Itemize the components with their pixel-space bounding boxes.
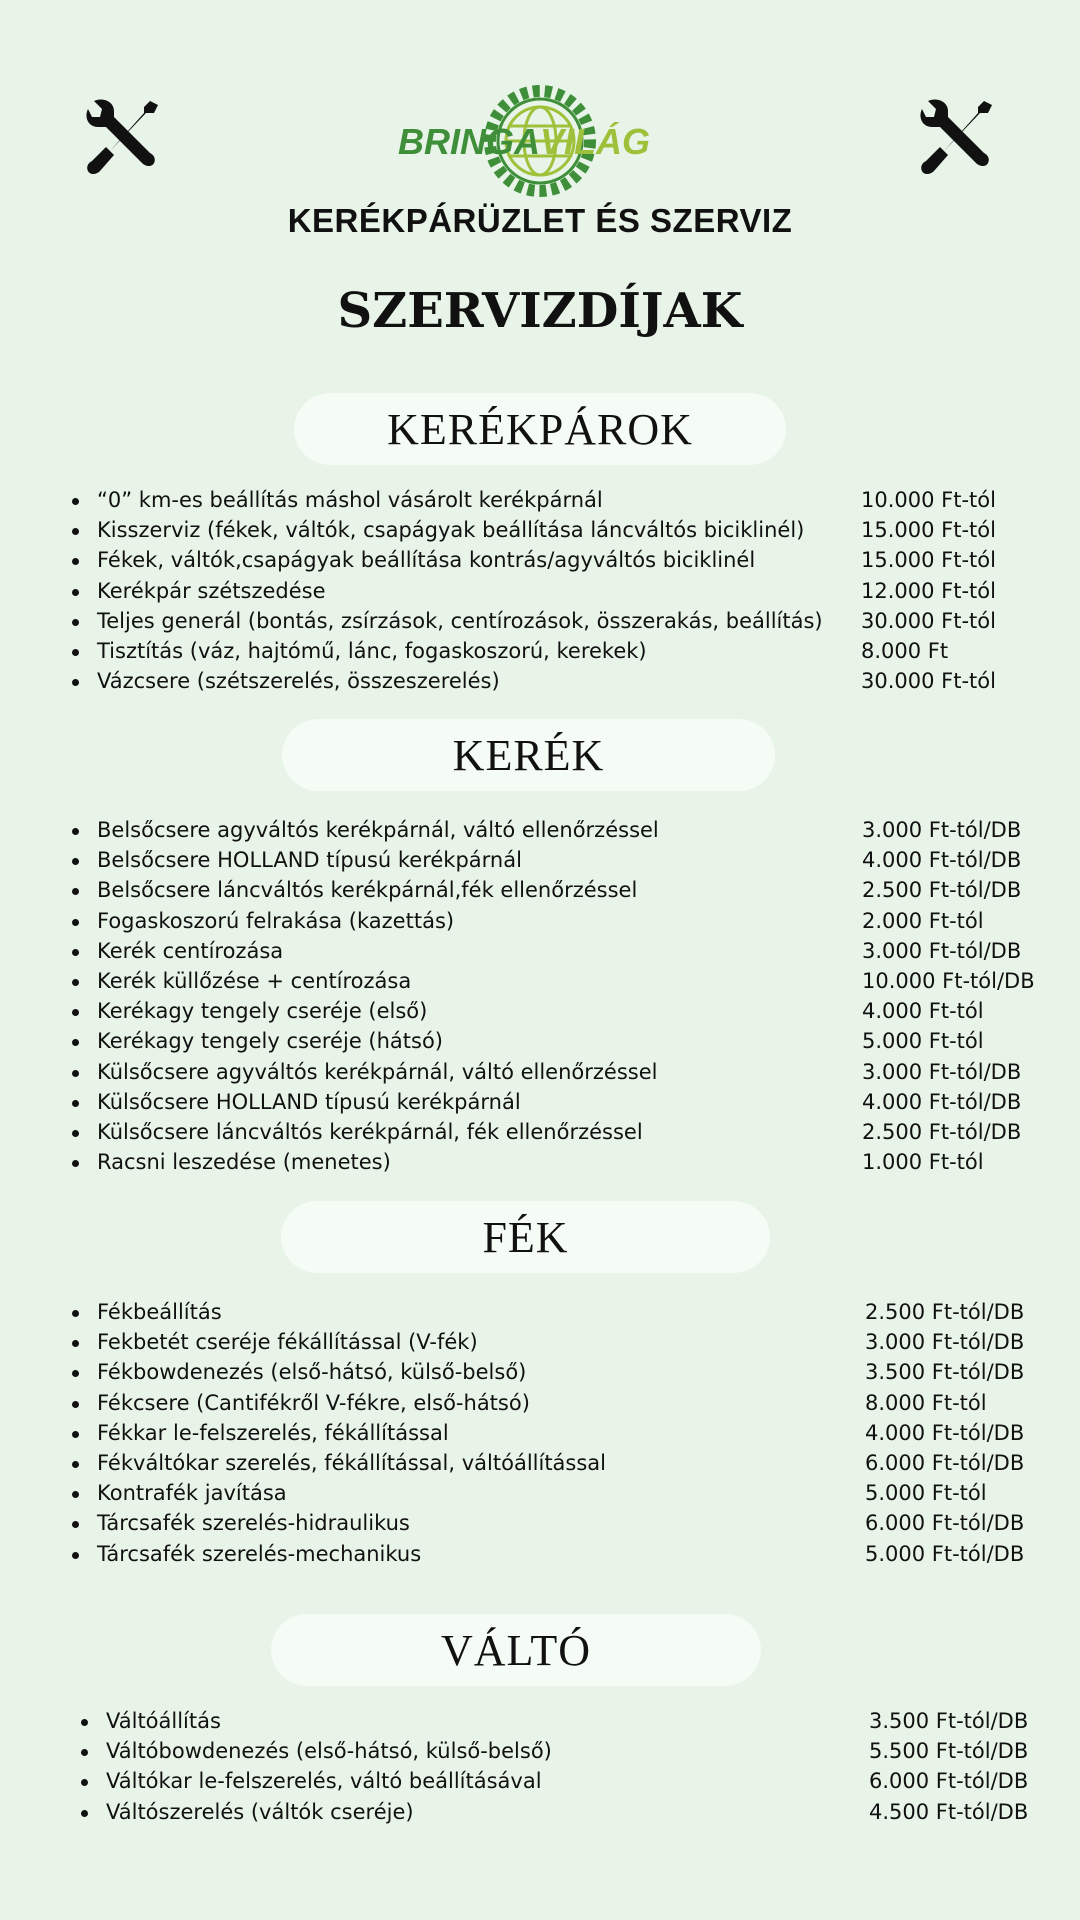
- wrench-screwdriver-icon: [914, 95, 998, 179]
- service-label: Tárcsafék szerelés-mechanikus: [97, 1541, 422, 1566]
- bullet-icon: [72, 558, 79, 565]
- service-item: [0, 1088, 1080, 1118]
- bullet-icon: [81, 1749, 88, 1756]
- service-label: Belsőcsere HOLLAND típusú kerékpárnál: [97, 848, 522, 873]
- service-label: Kerék küllőzése + centírozása: [97, 968, 412, 993]
- bullet-icon: [81, 1719, 88, 1726]
- bullet-icon: [72, 1491, 79, 1498]
- bullet-icon: [72, 1160, 79, 1167]
- service-price: 10.000 Ft-tól: [861, 488, 996, 512]
- service-item: [0, 546, 1080, 576]
- page-title: SZERVIZDÍJAK: [337, 283, 743, 339]
- bullet-icon: [72, 1461, 79, 1468]
- service-label: Vázcsere (szétszerelés, összeszerelés): [97, 669, 500, 694]
- service-price: 4.000 Ft-tól/DB: [862, 1089, 1022, 1114]
- service-price: 30.000 Ft-tól: [861, 608, 996, 633]
- bullet-icon: [81, 1810, 88, 1817]
- logo-graphic: [380, 84, 700, 199]
- service-item: [0, 1707, 1080, 1737]
- service-item: [0, 1479, 1080, 1509]
- bullet-icon: [72, 919, 79, 926]
- service-label: Kerékpár szétszedése: [97, 578, 326, 603]
- service-label: Fékkar le-felszerelés, fékállítással: [97, 1420, 449, 1445]
- bullet-icon: [72, 498, 79, 505]
- service-label: Kontrafék javítása: [97, 1481, 287, 1506]
- service-label: Váltószerelés (váltók cseréje): [106, 1799, 414, 1824]
- service-price: 5.500 Ft-tól/DB: [869, 1739, 1029, 1764]
- service-price: 6.000 Ft-tól/DB: [869, 1769, 1029, 1794]
- service-label: Külsőcsere agyváltós kerékpárnál, váltó ellenőrzéssel: [97, 1059, 658, 1084]
- wrench-screwdriver-icon: [80, 95, 164, 179]
- bullet-icon: [72, 1100, 79, 1107]
- service-label: Külsőcsere HOLLAND típusú kerékpárnál: [97, 1089, 521, 1114]
- service-price: 5.000 Ft-tól: [865, 1481, 987, 1506]
- service-item: [0, 516, 1080, 546]
- service-label: Fogaskoszorú felrakása (kazettás): [97, 908, 455, 933]
- service-label: Fékbowdenezés (első-hátsó, külső-belső): [97, 1360, 527, 1385]
- bullet-icon: [72, 1431, 79, 1438]
- bullet-icon: [72, 1130, 79, 1137]
- service-item: [0, 1737, 1080, 1767]
- service-item: [0, 1389, 1080, 1419]
- service-item: [0, 1419, 1080, 1449]
- service-label: Fékek, váltók,csapágyak beállítása kontrás/agyváltós biciklinél: [97, 548, 756, 573]
- service-label: Belsőcsere agyváltós kerékpárnál, váltó ellenőrzéssel: [97, 818, 659, 842]
- service-item: [0, 1449, 1080, 1479]
- bullet-icon: [72, 619, 79, 626]
- service-price: 4.000 Ft-tól/DB: [865, 1420, 1025, 1445]
- logo-text-vilag: VILÁG: [540, 121, 651, 162]
- service-item: [0, 1328, 1080, 1358]
- service-label: Tisztítás (váz, hajtómű, lánc, fogaskoszorú, kerekek): [97, 638, 647, 663]
- bullet-icon: [72, 1521, 79, 1528]
- service-label: Külsőcsere láncváltós kerékpárnál, fék ellenőrzéssel: [97, 1119, 643, 1144]
- service-price: 3.000 Ft-tól/DB: [865, 1330, 1025, 1355]
- bullet-icon: [72, 679, 79, 686]
- service-price: 6.000 Ft-tól/DB: [865, 1511, 1025, 1536]
- service-price: 15.000 Ft-tól: [861, 548, 996, 573]
- service-price: 30.000 Ft-tól: [861, 669, 996, 694]
- service-price: 2.000 Ft-tól: [862, 908, 984, 933]
- service-label: Fékcsere (Cantifékről V-fékre, első-hátsó): [97, 1390, 530, 1415]
- service-price: 3.000 Ft-tól/DB: [862, 818, 1022, 842]
- bullet-icon: [72, 1370, 79, 1377]
- service-price: 3.500 Ft-tól/DB: [869, 1709, 1029, 1733]
- service-label: Váltóállítás: [106, 1709, 221, 1733]
- service-price: 3.000 Ft-tól/DB: [862, 938, 1022, 963]
- service-label: Teljes generál (bontás, zsírzások, centírozások, összerakás, beállítás): [97, 608, 823, 633]
- service-item: [0, 1509, 1080, 1539]
- bullet-icon: [72, 1070, 79, 1077]
- service-price: 3.500 Ft-tól/DB: [865, 1360, 1025, 1385]
- service-item: [0, 1298, 1080, 1328]
- bullet-icon: [72, 949, 79, 956]
- section-title-kerek: KERÉK: [282, 719, 775, 791]
- service-label: Kerék centírozása: [97, 938, 284, 963]
- service-price: 1.000 Ft-tól: [862, 1150, 984, 1175]
- service-label: Váltóbowdenezés (első-hátsó, külső-belső): [106, 1739, 552, 1764]
- service-label: Fekbetét cseréje fékállítással (V-fék): [97, 1330, 478, 1355]
- service-list-kerekparok: [0, 486, 1080, 697]
- service-item: [0, 1798, 1080, 1828]
- service-label: Racsni leszedése (menetes): [97, 1150, 391, 1175]
- service-label: Fékbeállítás: [97, 1300, 222, 1324]
- service-price: 2.500 Ft-tól/DB: [862, 1119, 1022, 1144]
- service-item: [0, 1148, 1080, 1178]
- bullet-icon: [72, 1340, 79, 1347]
- bullet-icon: [72, 979, 79, 986]
- service-price: 4.000 Ft-tól/DB: [862, 848, 1022, 873]
- service-price: 2.500 Ft-tól/DB: [865, 1300, 1025, 1324]
- service-price: 5.000 Ft-tól/DB: [865, 1541, 1025, 1566]
- bullet-icon: [72, 888, 79, 895]
- service-price: 3.000 Ft-tól/DB: [862, 1059, 1022, 1084]
- bullet-icon: [72, 1009, 79, 1016]
- service-item: [0, 486, 1080, 516]
- service-item: [0, 907, 1080, 937]
- service-item: [0, 1358, 1080, 1388]
- service-item: [0, 846, 1080, 876]
- service-item: [0, 1027, 1080, 1057]
- service-item: [0, 1058, 1080, 1088]
- service-price: 8.000 Ft: [861, 638, 949, 663]
- service-price: 6.000 Ft-tól/DB: [865, 1450, 1025, 1475]
- bullet-icon: [81, 1779, 88, 1786]
- service-item: [0, 607, 1080, 637]
- bullet-icon: [72, 1552, 79, 1559]
- service-item: [0, 997, 1080, 1027]
- service-price: 12.000 Ft-tól: [861, 578, 996, 603]
- service-item: [0, 577, 1080, 607]
- service-price: 15.000 Ft-tól: [861, 518, 996, 543]
- service-item: [0, 637, 1080, 667]
- service-label: Kerékagy tengely cseréje (hátsó): [97, 1029, 443, 1054]
- service-list-fek: [0, 1298, 1080, 1570]
- shop-subtitle: KERÉKPÁRÜZLET ÉS SZERVIZ: [287, 202, 793, 239]
- service-price: 4.000 Ft-tól: [862, 999, 984, 1024]
- bullet-icon: [72, 858, 79, 865]
- bullet-icon: [72, 1039, 79, 1046]
- service-item: [0, 816, 1080, 846]
- service-price: 5.000 Ft-tól: [862, 1029, 984, 1054]
- bullet-icon: [72, 1310, 79, 1317]
- service-item: [0, 1540, 1080, 1570]
- service-list-kerek: [0, 816, 1080, 1178]
- service-label: Kisszerviz (fékek, váltók, csapágyak beállítása láncváltós biciklinél): [97, 518, 805, 543]
- bullet-icon: [72, 589, 79, 596]
- service-label: “0” km-es beállítás máshol vásárolt kerékpárnál: [97, 488, 603, 512]
- service-price: 4.500 Ft-tól/DB: [869, 1799, 1029, 1824]
- service-item: [0, 667, 1080, 697]
- service-price: 10.000 Ft-tól/DB: [862, 968, 1035, 993]
- section-title-valto: VÁLTÓ: [271, 1614, 761, 1686]
- section-title-kerekparok: KERÉKPÁROK: [294, 393, 786, 465]
- service-item: [0, 876, 1080, 906]
- service-label: Belsőcsere láncváltós kerékpárnál,fék ellenőrzéssel: [97, 878, 638, 903]
- section-title-fek: FÉK: [281, 1201, 770, 1273]
- service-label: Tárcsafék szerelés-hidraulikus: [97, 1511, 410, 1536]
- service-label: Kerékagy tengely cseréje (első): [97, 999, 428, 1024]
- brand-logo: [380, 84, 700, 199]
- service-price: 8.000 Ft-tól: [865, 1390, 987, 1415]
- bullet-icon: [72, 649, 79, 656]
- service-list-valto: [0, 1707, 1080, 1828]
- service-item: [0, 967, 1080, 997]
- service-item: [0, 1118, 1080, 1148]
- bullet-icon: [72, 1401, 79, 1408]
- logo-text-bringa: BRINGA: [398, 121, 540, 162]
- bullet-icon: [72, 828, 79, 835]
- bullet-icon: [72, 528, 79, 535]
- service-label: Fékváltókar szerelés, fékállítással, váltóállítással: [97, 1450, 607, 1475]
- service-label: Váltókar le-felszerelés, váltó beállításával: [106, 1769, 542, 1794]
- service-price: 2.500 Ft-tól/DB: [862, 878, 1022, 903]
- service-item: [0, 1767, 1080, 1797]
- service-item: [0, 937, 1080, 967]
